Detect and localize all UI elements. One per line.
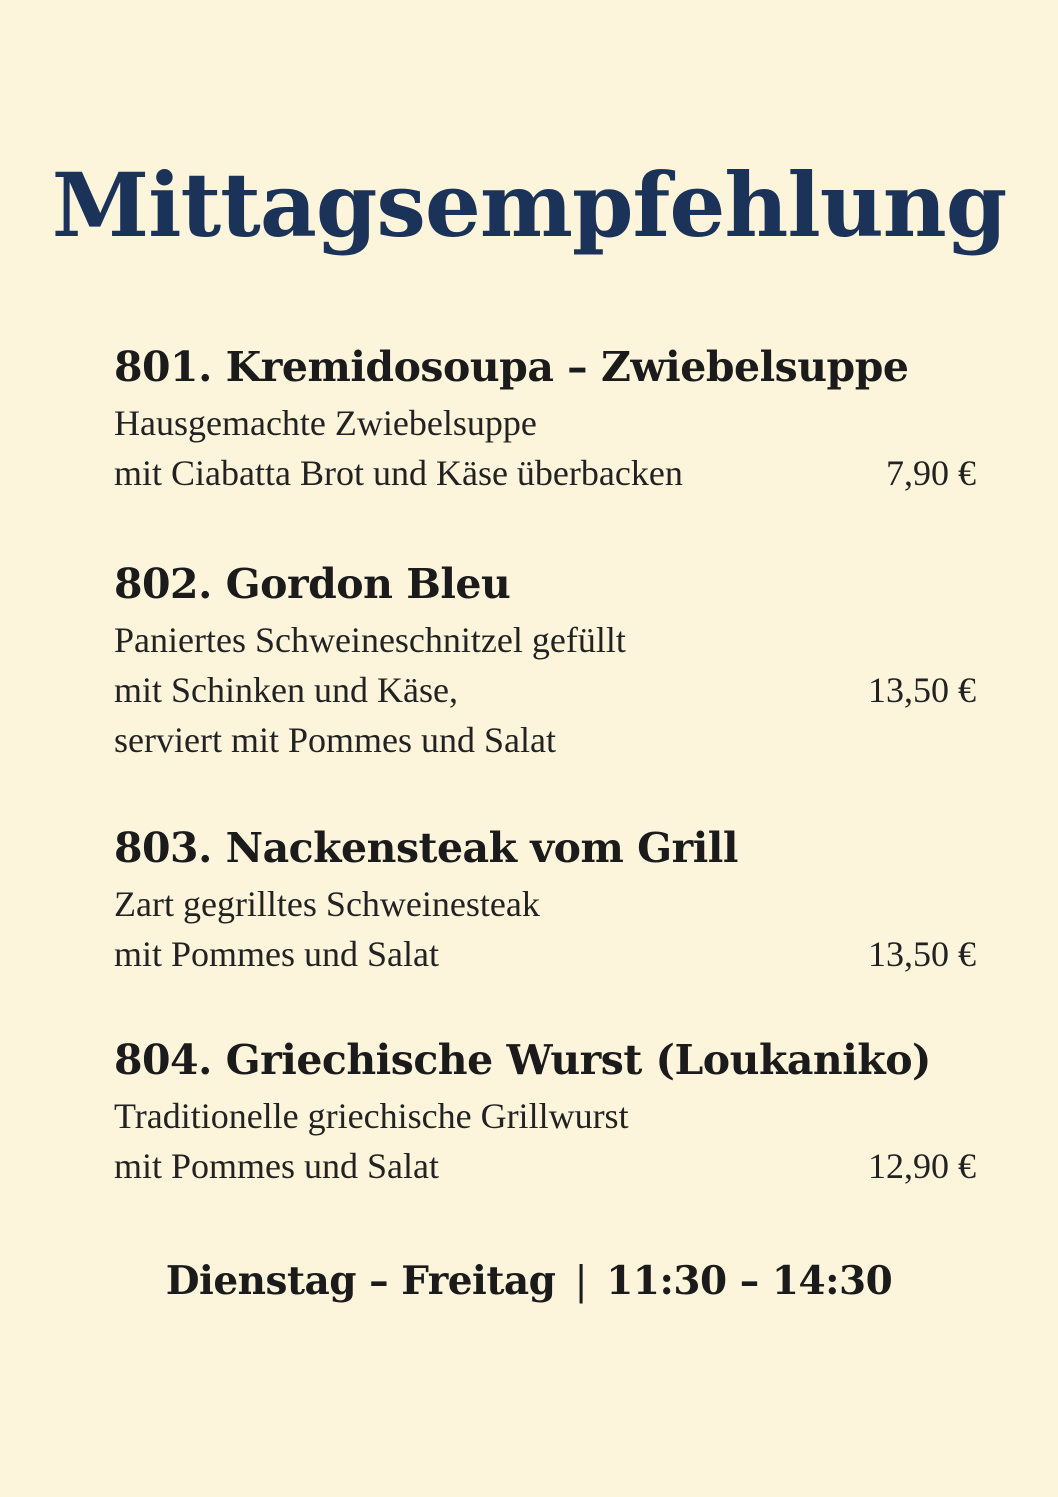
menu-item-name: 802. Gordon Bleu — [114, 560, 511, 608]
menu-item-description — [114, 398, 976, 498]
menu-item-price: 12,90 € — [868, 1146, 976, 1186]
menu-item — [114, 340, 976, 498]
menu-item — [114, 557, 976, 765]
opening-times: 11:30 – 14:30 — [606, 1258, 893, 1304]
description-line: Traditionelle griechische Grillwurst — [114, 1096, 629, 1136]
menu-item — [114, 1033, 976, 1191]
menu-item-description — [114, 615, 976, 765]
menu-item — [114, 821, 976, 979]
separator: | — [574, 1259, 588, 1304]
description-line: mit Pommes und Salat — [114, 1146, 440, 1186]
opening-days: Dienstag – Freitag — [165, 1258, 556, 1304]
page-title: Mittagsempfehlung — [51, 153, 1007, 257]
opening-hours — [0, 1255, 1058, 1308]
description-line: Hausgemachte Zwiebelsuppe — [114, 403, 537, 443]
menu-item-price: 13,50 € — [868, 670, 976, 710]
description-line: serviert mit Pommes und Salat — [114, 720, 556, 760]
menu-item-name: 801. Kremidosoupa – Zwiebelsuppe — [114, 343, 909, 391]
description-line: mit Ciabatta Brot und Käse überbacken — [114, 453, 683, 493]
description-line: Zart gegrilltes Schweinesteak — [114, 884, 540, 924]
menu-item-price: 13,50 € — [868, 934, 976, 974]
menu-item-description — [114, 879, 976, 979]
menu-item-description — [114, 1091, 976, 1191]
description-line: mit Schinken und Käse, — [114, 670, 458, 710]
menu-item-name: 803. Nackensteak vom Grill — [114, 824, 738, 872]
description-line: mit Pommes und Salat — [114, 934, 440, 974]
menu-item-name: 804. Griechische Wurst (Loukaniko) — [114, 1036, 931, 1084]
menu-item-price: 7,90 € — [886, 453, 976, 493]
description-line: Paniertes Schweineschnitzel gefüllt — [114, 620, 626, 660]
